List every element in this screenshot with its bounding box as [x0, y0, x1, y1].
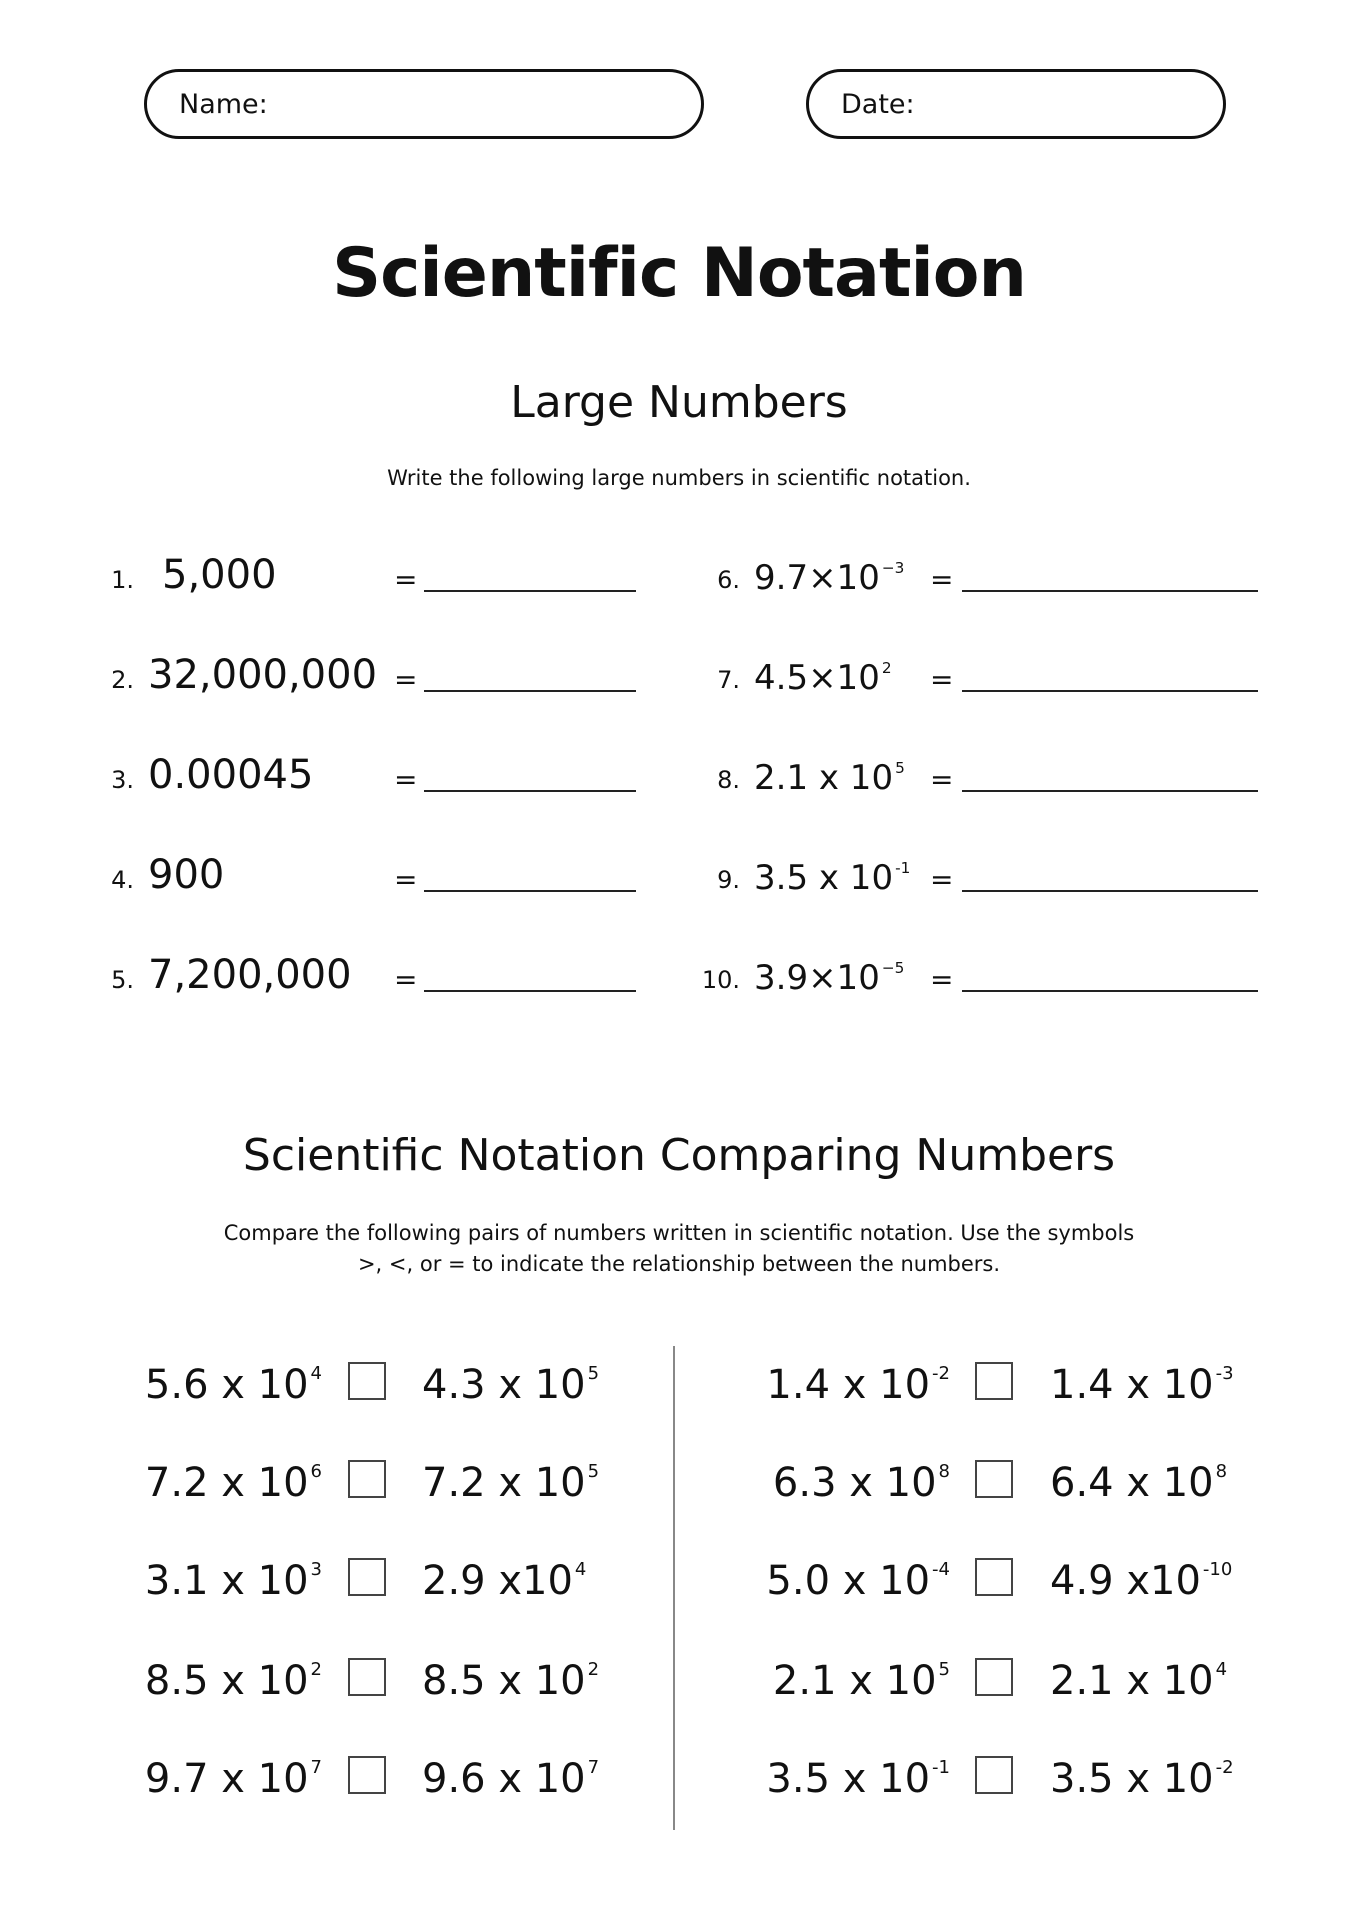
- comparison-answer-box[interactable]: [975, 1658, 1013, 1696]
- problem-expression: [754, 558, 904, 598]
- date-field[interactable]: [806, 69, 1226, 139]
- left-expression: [766, 1558, 950, 1604]
- expression-base: 1.4 x 10: [766, 1362, 931, 1408]
- expression-base: 32,000,000: [148, 652, 378, 698]
- expression-exponent: 2: [881, 658, 892, 677]
- problem-number: 7.: [717, 666, 740, 694]
- expression-exponent: 3: [310, 1559, 322, 1581]
- left-expression: [773, 1460, 950, 1506]
- problem-expression: [754, 958, 904, 998]
- problem-number: 5.: [111, 966, 134, 994]
- problem-number: 6.: [717, 566, 740, 594]
- left-expression: [766, 1362, 950, 1408]
- expression-exponent: -10: [1202, 1559, 1233, 1581]
- instruction-comparing: [0, 1218, 1358, 1280]
- section-heading-large-numbers: Large Numbers: [510, 377, 848, 428]
- expression-exponent: −3: [881, 558, 905, 577]
- expression-exponent: 4: [1215, 1659, 1228, 1681]
- expression-base: 9.7 x 10: [144, 1756, 309, 1802]
- answer-line[interactable]: [962, 890, 1258, 892]
- expression-base: 5.0 x 10: [766, 1558, 931, 1604]
- expression-exponent: 5: [938, 1659, 950, 1681]
- comparison-answer-box[interactable]: [975, 1558, 1013, 1596]
- right-expression: [1050, 1756, 1234, 1802]
- expression-base: 8.5 x 10: [422, 1658, 586, 1704]
- expression-base: 3.1 x 10: [144, 1558, 309, 1604]
- comparison-answer-box[interactable]: [975, 1756, 1013, 1794]
- expression-exponent: -1: [932, 1757, 950, 1779]
- expression-base: 3.9×10: [754, 958, 880, 998]
- instruction-large-numbers: Write the following large numbers in scientific notation.: [387, 466, 971, 490]
- expression-base: 1.4 x 10: [1050, 1362, 1214, 1408]
- instruction-line-1: Compare the following pairs of numbers written in scientific notation. Use the symbols: [223, 1221, 1135, 1245]
- expression-exponent: 4: [310, 1363, 322, 1385]
- expression-base: 7.2 x 10: [144, 1460, 309, 1506]
- right-expression: [1050, 1362, 1234, 1408]
- equals-sign: =: [930, 963, 954, 996]
- expression-base: 9.7×10: [754, 558, 880, 598]
- expression-base: 7,200,000: [148, 952, 352, 998]
- expression-base: 4.3 x 10: [422, 1362, 586, 1408]
- expression-exponent: 4: [574, 1559, 587, 1581]
- name-field[interactable]: [144, 69, 704, 139]
- expression-exponent: 5: [895, 758, 905, 777]
- equals-sign: =: [394, 563, 418, 596]
- comparison-row-10: [0, 1748, 1358, 1808]
- equals-sign: =: [394, 863, 418, 896]
- equals-sign: =: [930, 863, 954, 896]
- problem-6: [0, 546, 1358, 606]
- left-expression: [773, 1658, 950, 1704]
- expression-exponent: -3: [1215, 1363, 1234, 1385]
- expression-base: 6.4 x 10: [1050, 1460, 1214, 1506]
- expression-exponent: 7: [587, 1757, 600, 1779]
- page-title: Scientific Notation: [332, 234, 1026, 313]
- comparison-answer-box[interactable]: [975, 1362, 1013, 1400]
- comparison-row-9: [0, 1650, 1358, 1710]
- instruction-line-2: >, <, or = to indicate the relationship between the numbers.: [357, 1252, 1001, 1276]
- expression-exponent: −5: [881, 958, 905, 977]
- comparison-row-6: [0, 1354, 1358, 1414]
- expression-base: 4.9 x10: [1050, 1558, 1201, 1604]
- problem-10: [0, 946, 1358, 1006]
- problem-number: 1.: [111, 566, 134, 594]
- expression-base: 3.5 x 10: [754, 858, 894, 898]
- equals-sign: =: [394, 663, 418, 696]
- comparison-answer-box[interactable]: [975, 1460, 1013, 1498]
- expression-base: 2.1 x 10: [754, 758, 894, 798]
- expression-base: 2.9 x10: [422, 1558, 573, 1604]
- right-expression: [1050, 1658, 1227, 1704]
- equals-sign: =: [930, 563, 954, 596]
- problem-number: 8.: [717, 766, 740, 794]
- problem-number: 2.: [111, 666, 134, 694]
- left-expression: [766, 1756, 950, 1802]
- name-label: Name:: [179, 88, 268, 120]
- problem-number: 10.: [701, 966, 740, 994]
- problem-number: 9.: [717, 866, 740, 894]
- expression-base: 2.1 x 10: [1050, 1658, 1214, 1704]
- expression-exponent: 7: [310, 1757, 322, 1779]
- expression-exponent: 8: [1215, 1461, 1228, 1483]
- answer-line[interactable]: [962, 990, 1258, 992]
- problem-number: 3.: [111, 766, 134, 794]
- problem-7: [0, 646, 1358, 706]
- expression-exponent: 5: [587, 1461, 600, 1483]
- expression-exponent: -1: [895, 858, 911, 877]
- expression-base: 6.3 x 10: [772, 1460, 937, 1506]
- answer-line[interactable]: [962, 690, 1258, 692]
- problem-expression: [754, 658, 892, 698]
- equals-sign: =: [394, 763, 418, 796]
- expression-base: 3.5 x 10: [1050, 1756, 1214, 1802]
- right-expression: [1050, 1460, 1227, 1506]
- equals-sign: =: [394, 963, 418, 996]
- expression-base: 5,000: [162, 552, 277, 598]
- expression-base: 3.5 x 10: [766, 1756, 931, 1802]
- expression-base: 0.00045: [148, 752, 314, 798]
- expression-exponent: -2: [932, 1363, 950, 1385]
- comparison-row-7: [0, 1452, 1358, 1512]
- expression-exponent: -2: [1215, 1757, 1234, 1779]
- right-expression: [1050, 1558, 1232, 1604]
- answer-line[interactable]: [962, 790, 1258, 792]
- date-label: Date:: [841, 88, 915, 120]
- expression-exponent: 2: [587, 1659, 600, 1681]
- expression-base: 900: [148, 852, 225, 898]
- expression-base: 2.1 x 10: [772, 1658, 937, 1704]
- expression-exponent: 5: [587, 1363, 600, 1385]
- expression-exponent: 6: [310, 1461, 322, 1483]
- problem-expression: [754, 858, 910, 898]
- section-heading-comparing: Scientific Notation Comparing Numbers: [242, 1130, 1116, 1181]
- expression-exponent: 8: [938, 1461, 950, 1483]
- expression-base: 5.6 x 10: [144, 1362, 309, 1408]
- equals-sign: =: [930, 663, 954, 696]
- expression-base: 8.5 x 10: [144, 1658, 309, 1704]
- expression-base: 4.5×10: [754, 658, 880, 698]
- expression-exponent: -4: [932, 1559, 950, 1581]
- problem-8: [0, 746, 1358, 806]
- comparison-row-8: [0, 1550, 1358, 1610]
- equals-sign: =: [930, 763, 954, 796]
- expression-exponent: 2: [310, 1659, 322, 1681]
- problem-number: 4.: [111, 866, 134, 894]
- problem-expression: [754, 758, 905, 798]
- expression-base: 7.2 x 10: [422, 1460, 586, 1506]
- expression-base: 9.6 x 10: [422, 1756, 586, 1802]
- answer-line[interactable]: [962, 590, 1258, 592]
- problem-9: [0, 846, 1358, 906]
